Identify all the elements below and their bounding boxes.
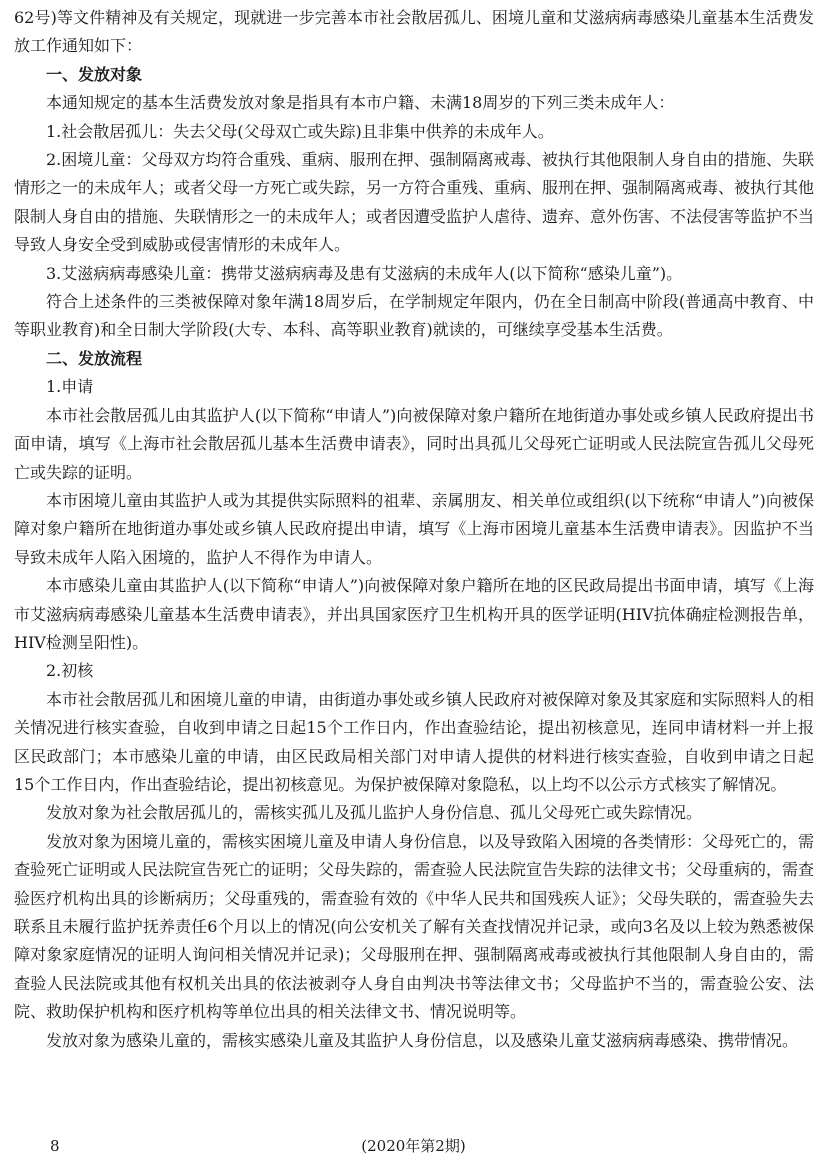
list-item-orphans: 1.社会散居孤儿：失去父母(父母双亡或失踪)且非集中供养的未成年人。	[46, 121, 554, 141]
section-heading-recipients: 一、发放对象	[46, 64, 143, 84]
paragraph: 本市社会散居孤儿和困境儿童的申请，由街道办事处或乡镇人民政府对被保障对象及其家庭和实际照料人的相关情况进行核实查验，自收到申请之日起15个工作日内，作出查验结论，提出初核意见，连同申请材料一并上报区民政部门；本市感染儿童的申请，由区民政局相关部门对申请人提供的材料进行核实查验，自收到申请之日起15个工作日内，作出查验结论，提出初核意见。为保护被保障对象隐私，以上均不以公示方式核实了解情况。	[14, 689, 815, 794]
paragraph: 本通知规定的基本生活费发放对象是指具有本市户籍、未满18周岁的下列三类未成年人：	[46, 93, 675, 113]
paragraph: 符合上述条件的三类被保障对象年满18周岁后，在学制规定年限内，仍在全日制高中阶段(普通高中教育、中等职业教育)和全日制大学阶段(大专、本科、高等职业教育)就读的，可继续享受基本生活费。	[14, 292, 814, 340]
document-body	[14, 4, 814, 1130]
section-heading-process: 二、发放流程	[46, 348, 143, 368]
issue-label: (2020年第2期)	[361, 1137, 466, 1155]
page-footer	[0, 1131, 827, 1161]
page-number: 8	[50, 1137, 60, 1155]
paragraph: 发放对象为感染儿童的，需核实感染儿童及其监护人身份信息，以及感染儿童艾滋病病毒感染、携带情况。	[46, 1030, 799, 1050]
paragraph: 本市感染儿童由其监护人(以下简称“申请人”)向被保障对象户籍所在地的区民政局提出书面申请，填写《上海市艾滋病病毒感染儿童基本生活费申请表》，并出具国家医疗卫生机构开具的医学证明(HIV抗体确症检测报告单，HIV检测呈阳性)。	[14, 576, 814, 652]
paragraph: 发放对象为社会散居孤儿的，需核实孤儿及孤儿监护人身份信息、孤儿父母死亡或失踪情况。	[46, 803, 703, 823]
paragraph: 发放对象为困境儿童的，需核实困境儿童及申请人身份信息，以及导致陷入困境的各类情形：父母死亡的，需查验死亡证明或人民法院宣告死亡的证明；父母失踪的，需查验人民法院宣告失踪的法律文书；父母重病的，需查验医疗机构出具的诊断病历；父母重残的，需查验有效的《中华人民共和国残疾人证》；父母失联的，需查验失去联系且未履行监护抚养责任6个月以上的情况(向公安机关了解有关查找情况并记录，或向3名及以上较为熟悉被保障对象家庭情况的证明人询问相关情况并记录)；父母服刑在押、强制隔离戒毒或被执行其他限制人身自由的，需查验人民法院或其他有权机关出具的依法被剥夺人身自由判决书等法律文书；父母监护不当的，需查验公安、法院、救助保护机构和医疗机构等单位出具的相关法律文书、情况说明等。	[14, 831, 815, 1022]
subheading-preliminary-review: 2.初核	[46, 661, 94, 681]
subheading-application: 1.申请	[46, 377, 94, 397]
list-item-children-in-difficulty: 2.困境儿童：父母双方均符合重残、重病、服刑在押、强制隔离戒毒、被执行其他限制人身自由的措施、失联情形之一的未成年人；或者父母一方死亡或失踪，另一方符合重残、重病、服刑在押、强制隔离戒毒、被执行其他限制人身自由的措施、失联情形之一的未成年人；或者因遭受监护人虐待、遗弃、意外伤害、不法侵害等监护不当导致人身安全受到威胁或侵害情形的未成年人。	[14, 150, 815, 255]
paragraph: 本市社会散居孤儿由其监护人(以下简称“申请人”)向被保障对象户籍所在地街道办事处或乡镇人民政府提出书面申请，填写《上海市社会散居孤儿基本生活费申请表》，同时出具孤儿父母死亡证明或人民法院宣告孤儿父母死亡或失踪的证明。	[14, 405, 814, 482]
list-item-hiv-children: 3.艾滋病病毒感染儿童：携带艾滋病病毒及患有艾滋病的未成年人(以下简称“感染儿童”)。	[46, 263, 683, 283]
intro-paragraph: 62号)等文件精神及有关规定，现就进一步完善本市社会散居孤儿、困境儿童和艾滋病病毒感染儿童基本生活费发放工作通知如下：	[14, 8, 814, 56]
paragraph: 本市困境儿童由其监护人或为其提供实际照料的祖辈、亲属朋友、相关单位或组织(以下统称“申请人”)向被保障对象户籍所在地街道办事处或乡镇人民政府提出申请，填写《上海市困境儿童基本生活费申请表》。因监护不当导致未成年人陷入困境的，监护人不得作为申请人。	[14, 490, 814, 567]
